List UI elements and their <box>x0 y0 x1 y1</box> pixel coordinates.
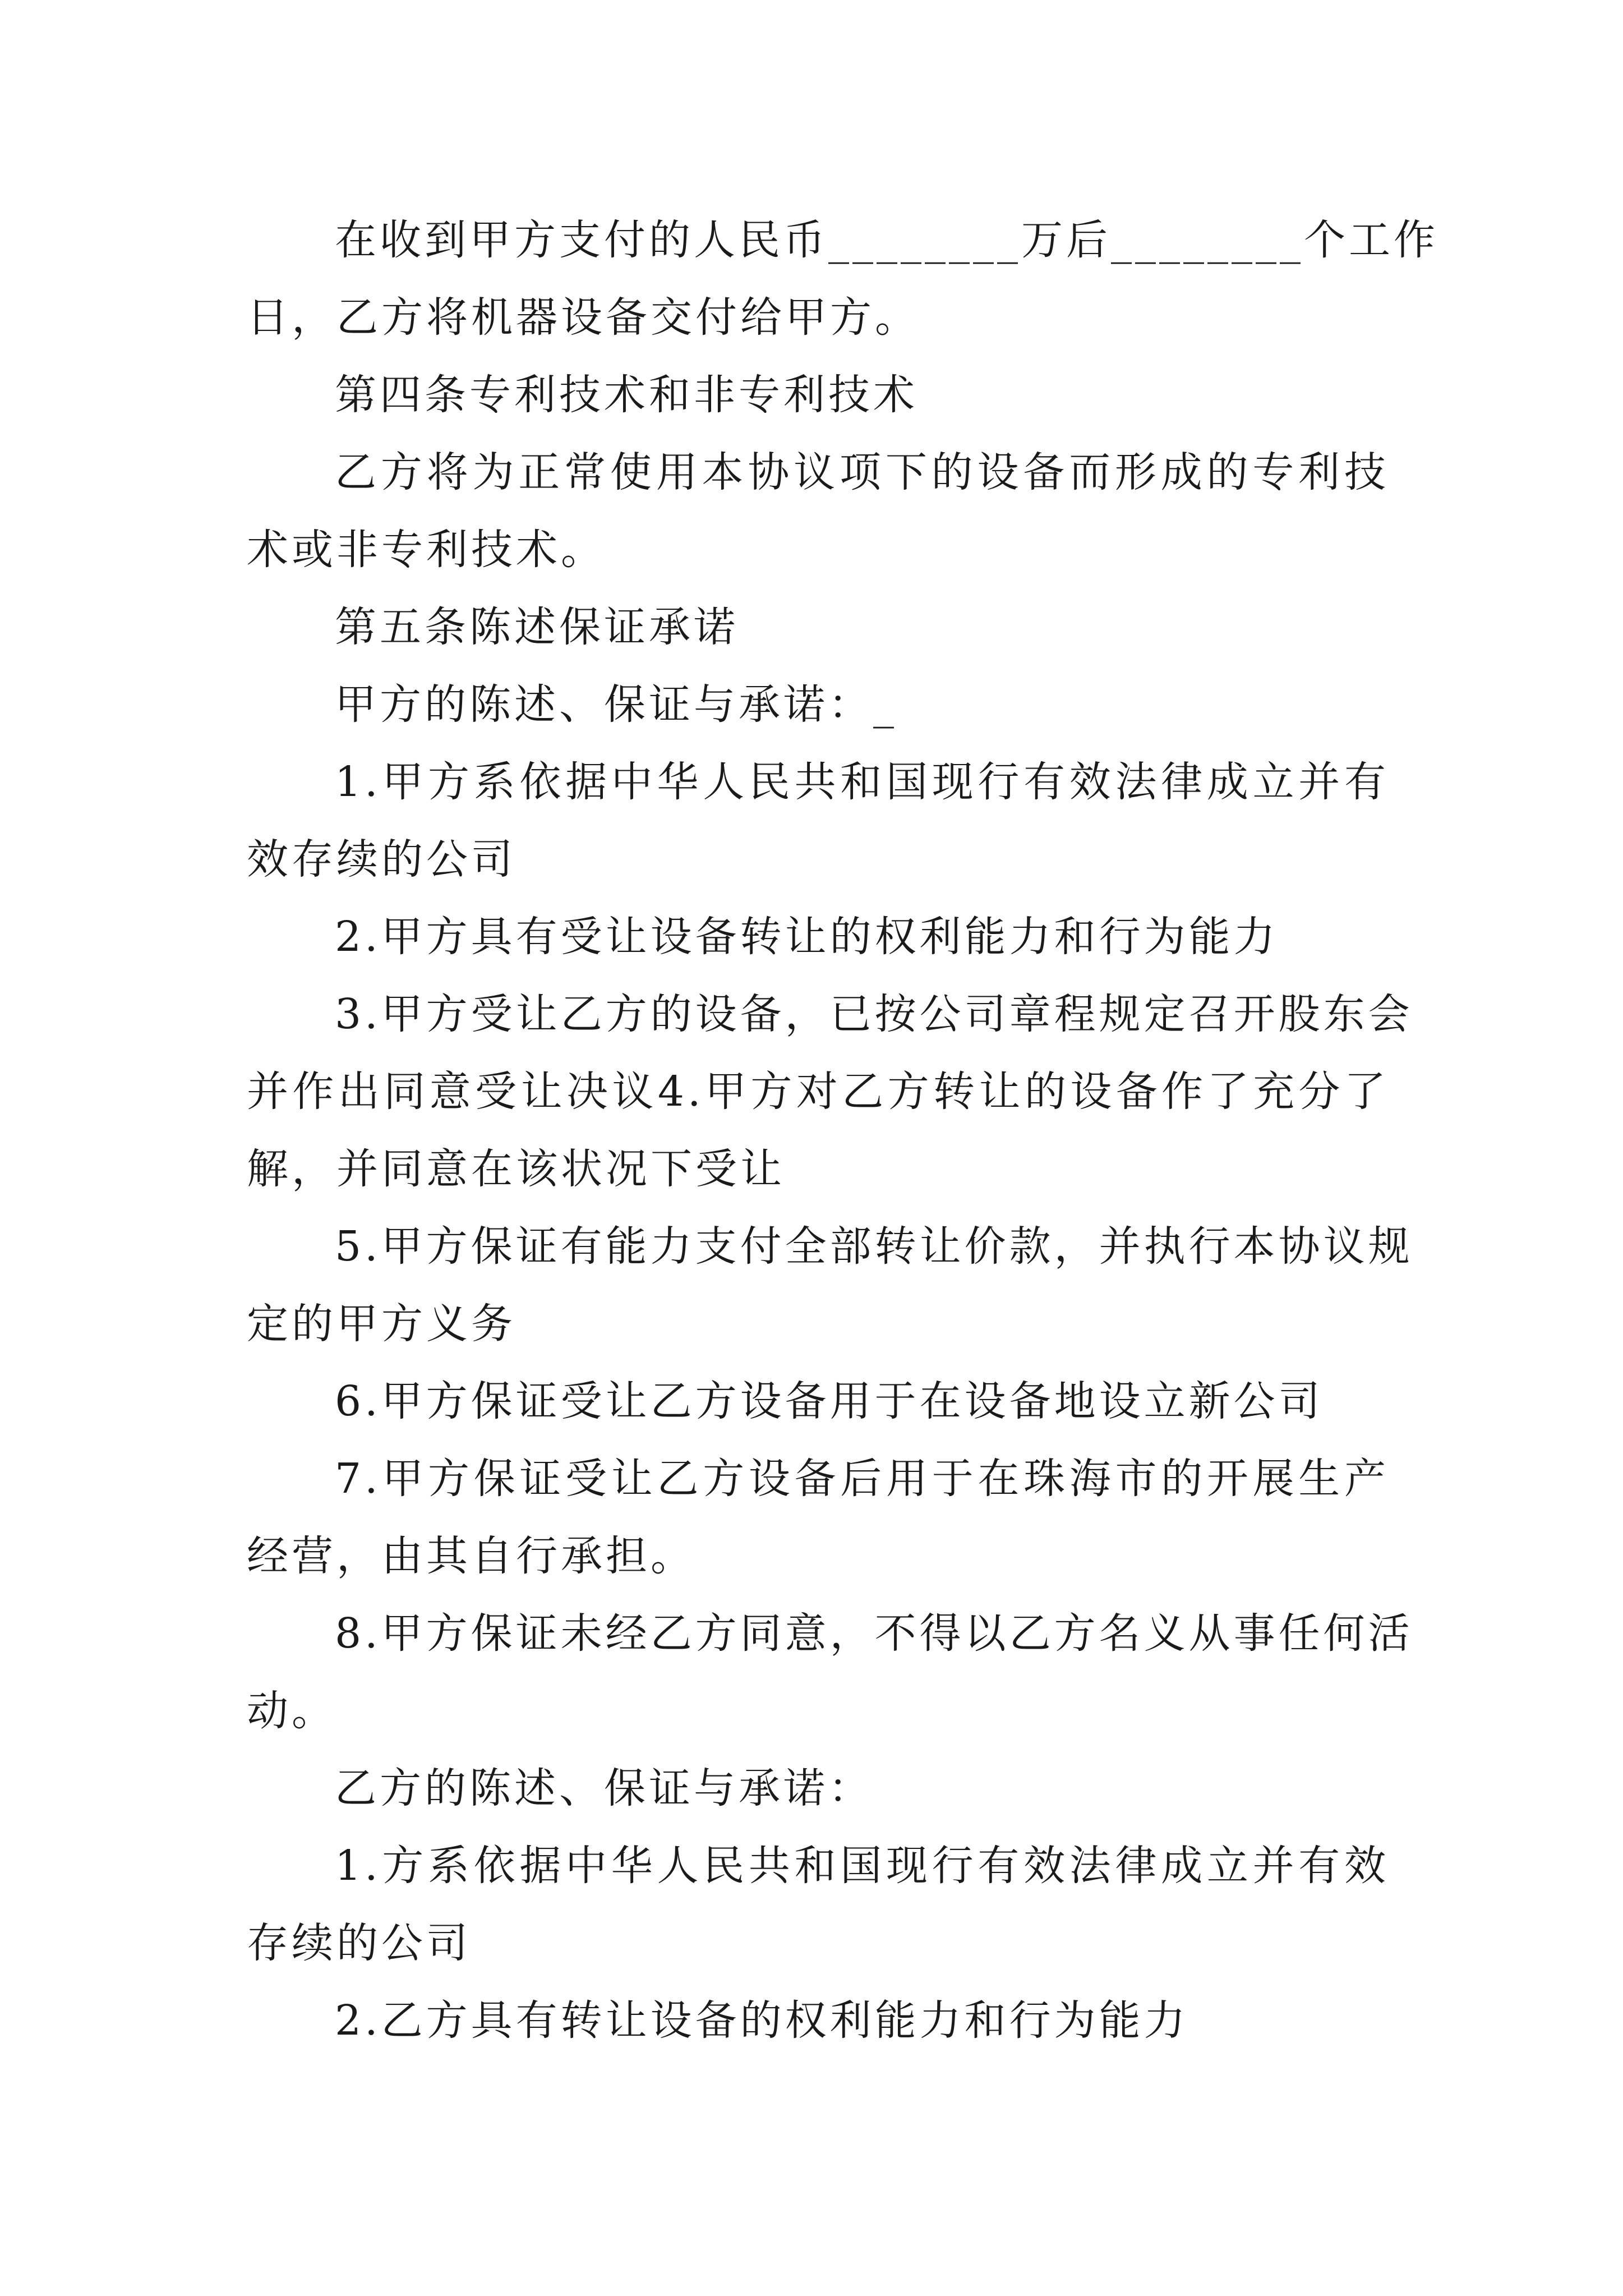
section-heading-article-4: 第四条专利技术和非专利技术 <box>335 371 918 419</box>
subheading-party-b: 乙方的陈述、保证与承诺： <box>335 1764 873 1812</box>
paragraph-line: 术或非专利技术。 <box>247 526 606 574</box>
list-item: 5.甲方保证有能力支付全部转让价款，并执行本协议规 <box>335 1222 1413 1271</box>
list-item: 7.甲方保证受让乙方设备后用于在珠海市的开展生产 <box>335 1455 1389 1503</box>
paragraph-line: 并作出同意受让决议4.甲方对乙方转让的设备作了充分了 <box>247 1068 1389 1116</box>
paragraph-line: 乙方将为正常使用本协议项下的设备而形成的专利技 <box>335 448 1389 496</box>
list-item: 2.甲方具有受让设备转让的权利能力和行为能力 <box>335 913 1279 961</box>
list-item: 3.甲方受让乙方的设备，已按公司章程规定召开股东会 <box>335 990 1413 1038</box>
list-item: 8.甲方保证未经乙方同意，不得以乙方名义从事任何活 <box>335 1609 1413 1658</box>
subheading-party-a: 甲方的陈述、保证与承诺：_ <box>335 680 897 729</box>
paragraph-line: 存续的公司 <box>247 1919 471 1967</box>
list-item: 6.甲方保证受让乙方设备用于在设备地设立新公司 <box>335 1377 1324 1425</box>
list-item: 1.甲方系依据中华人民共和国现行有效法律成立并有 <box>335 758 1389 806</box>
list-item: 1.方系依据中华人民共和国现行有效法律成立并有效 <box>335 1842 1389 1890</box>
paragraph-line: 动。 <box>247 1687 336 1735</box>
paragraph-line: 在收到甲方支付的人民币________万后________个工作 <box>335 216 1438 264</box>
paragraph-line: 解，并同意在该状况下受让 <box>247 1145 785 1193</box>
paragraph-line: 效存续的公司 <box>247 835 516 884</box>
paragraph-line: 日，乙方将机器设备交付给甲方。 <box>247 293 920 342</box>
paragraph-line: 经营，由其自行承担。 <box>247 1532 695 1580</box>
list-item: 2.乙方具有转让设备的权利能力和行为能力 <box>335 1996 1189 2045</box>
paragraph-line: 定的甲方义务 <box>247 1300 516 1348</box>
section-heading-article-5: 第五条陈述保证承诺 <box>335 603 739 651</box>
